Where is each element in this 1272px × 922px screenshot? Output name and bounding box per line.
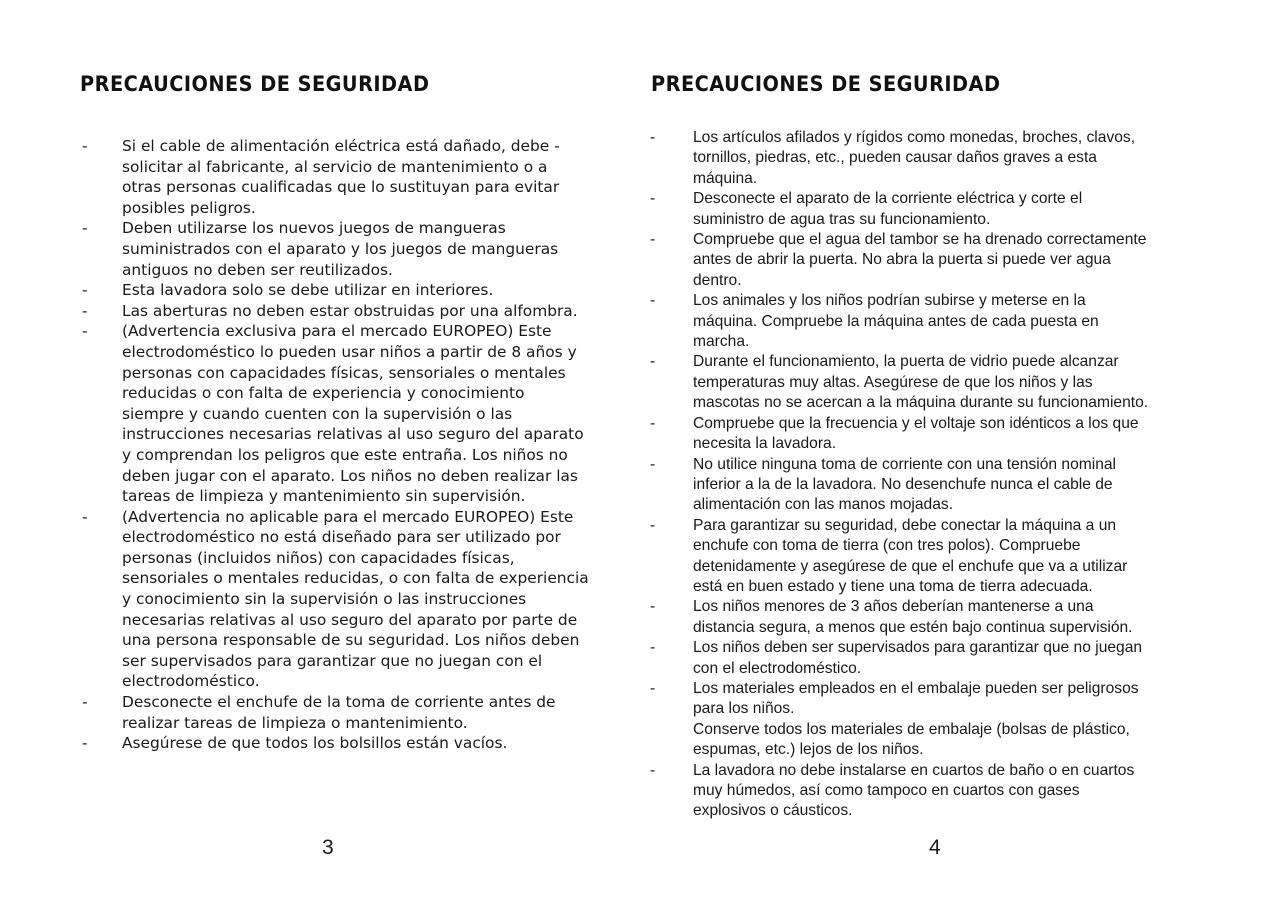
list-item-text: Si el cable de alimentación eléctrica está dañado, debe - solicitar al fabricante, al servicio de mantenimiento o a otras personas cualificadas que lo sustituyan para evitar posibles peligros. — [122, 137, 560, 217]
list-item — [80, 218, 589, 280]
bullet-dash: - — [82, 137, 88, 155]
list-item — [648, 189, 1148, 230]
list-item — [80, 136, 589, 218]
bullet-dash: - — [650, 639, 656, 657]
list-item — [648, 638, 1148, 679]
left-page-heading: PRECAUCIONES DE SEGURIDAD — [80, 72, 430, 96]
list-item-text: (Advertencia exclusiva para el mercado EUROPEO) Este electrodoméstico lo pueden usar niños a partir de 8 años y personas con capacidades físicas, sensoriales o mentales reducidas o con falta de experiencia y conocimiento siempre y cuando cuenten con la supervisión o las instrucciones necesarias relativas al uso seguro del aparato y comprendan los peligros que este entraña. Los niños no deben jugar con el aparato. Los niños no deben realizar las tareas de limpieza y mantenimiento sin supervisión. — [122, 322, 584, 506]
list-item-text: Deben utilizarse los nuevos juegos de mangueras suministrados con el aparato y los juegos de mangueras antiguos no deben ser reutilizados. — [122, 219, 559, 279]
list-item — [80, 733, 589, 754]
list-item — [648, 761, 1148, 822]
list-item-text: Los niños deben ser supervisados para garantizar que no juegan con el electrodoméstico. — [693, 639, 1143, 677]
bullet-dash: - — [82, 219, 88, 238]
list-item-text: Compruebe que el agua del tambor se ha drenado correctamente antes de abrir la puerta. No abra la puerta si puede ver agua dentro. — [693, 231, 1147, 289]
list-item-text: Para garantizar su seguridad, debe conectar la máquina a un enchufe con toma de tierra (con tres polos). Compruebe detenidamente y asegúrese de que el enchufe que va a utilizar está en buen estado y tiene una toma de tierra adecuada. — [693, 516, 1128, 595]
list-item — [80, 321, 589, 506]
bullet-dash: - — [82, 281, 88, 300]
bullet-dash: - — [650, 190, 656, 208]
list-item — [648, 679, 1148, 761]
list-item-text: Los animales y los niños podrían subirse y meterse en la máquina. Compruebe la máquina antes de cada puesta en marcha. — [693, 292, 1099, 351]
list-item — [648, 291, 1148, 352]
bullet-dash: - — [82, 301, 88, 320]
list-item — [80, 507, 589, 692]
list-item — [80, 692, 589, 733]
list-item — [648, 128, 1148, 189]
list-item-text: (Advertencia no aplicable para el mercado EUROPEO) Este electrodoméstico no está diseñado para ser utilizado por personas (incluidos niños) con capacidades físicas, sensoriales o mentales reducidas, o con falta de experiencia y conocimiento sin la supervisión o las instrucciones necesarias relativas al uso seguro del aparato por parte de una persona responsable de su seguridad. Los niños deben ser supervisados para garantizar que no juegan con el electrodoméstico. — [122, 507, 589, 691]
bullet-dash: - — [650, 516, 656, 534]
list-item-text: Los niños menores de 3 años deberían mantenerse a una distancia segura, a menos que estén bajo continua supervisión. — [693, 598, 1133, 636]
bullet-dash: - — [650, 455, 656, 473]
list-item — [648, 230, 1148, 291]
bullet-dash: - — [82, 322, 88, 341]
list-item — [648, 352, 1148, 413]
list-item — [648, 597, 1148, 638]
bullet-dash: - — [650, 353, 656, 371]
bullet-dash: - — [650, 761, 656, 779]
list-item-text: Asegúrese de que todos los bolsillos están vacíos. — [122, 734, 508, 753]
bullet-dash: - — [650, 231, 656, 249]
list-item — [648, 516, 1148, 598]
page-number-left: 3 — [322, 836, 334, 859]
list-item-text: Durante el funcionamiento, la puerta de vidrio puede alcanzar temperaturas muy altas. Asegúrese de que los niños y las mascotas no se acercan a la máquina durante su funcionamiento. — [693, 353, 1149, 412]
list-item — [648, 455, 1148, 516]
list-item-text: Las aberturas no deben estar obstruidas por una alfombra. — [122, 301, 578, 320]
list-item-text: Los artículos afilados y rígidos como monedas, broches, clavos, tornillos, piedras, etc., pueden causar daños graves a esta máquina. — [693, 129, 1136, 187]
left-safety-list — [80, 136, 589, 754]
bullet-dash: - — [650, 292, 656, 310]
bullet-dash: - — [82, 734, 88, 753]
right-page-heading: PRECAUCIONES DE SEGURIDAD — [651, 72, 1001, 96]
bullet-dash: - — [650, 598, 656, 616]
list-item-text: Desconecte el enchufe de la toma de corriente antes de realizar tareas de limpieza o mantenimiento. — [122, 693, 556, 732]
list-item-text: Desconecte el aparato de la corriente eléctrica y corte el suministro de agua tras su funcionamiento. — [693, 190, 1083, 228]
list-item-text: Los materiales empleados en el embalaje pueden ser peligrosos para los niños. Conserve todos los materiales de embalaje (bolsas de plástico, espumas, etc.) lejos de los niños. — [693, 679, 1139, 759]
bullet-dash: - — [650, 679, 656, 697]
list-item — [80, 301, 589, 322]
list-item-text: No utilice ninguna toma de corriente con una tensión nominal inferior a la de la lavadora. No desenchufe nunca el cable de alimentación con las manos mojadas. — [693, 455, 1117, 514]
page-number-right: 4 — [929, 836, 941, 859]
list-item — [80, 280, 589, 301]
bullet-dash: - — [650, 129, 656, 146]
list-item-text: Esta lavadora solo se debe utilizar en interiores. — [122, 281, 494, 300]
right-safety-list — [648, 128, 1148, 822]
bullet-dash: - — [82, 507, 88, 526]
list-item-text: La lavadora no debe instalarse en cuartos de baño o en cuartos muy húmedos, así como tampoco en cuartos con gases explosivos o cáusticos. — [693, 761, 1135, 820]
bullet-dash: - — [650, 414, 656, 432]
list-item — [648, 414, 1148, 455]
bullet-dash: - — [82, 693, 88, 712]
list-item-text: Compruebe que la frecuencia y el voltaje son idénticos a los que necesita la lavadora. — [693, 414, 1139, 453]
